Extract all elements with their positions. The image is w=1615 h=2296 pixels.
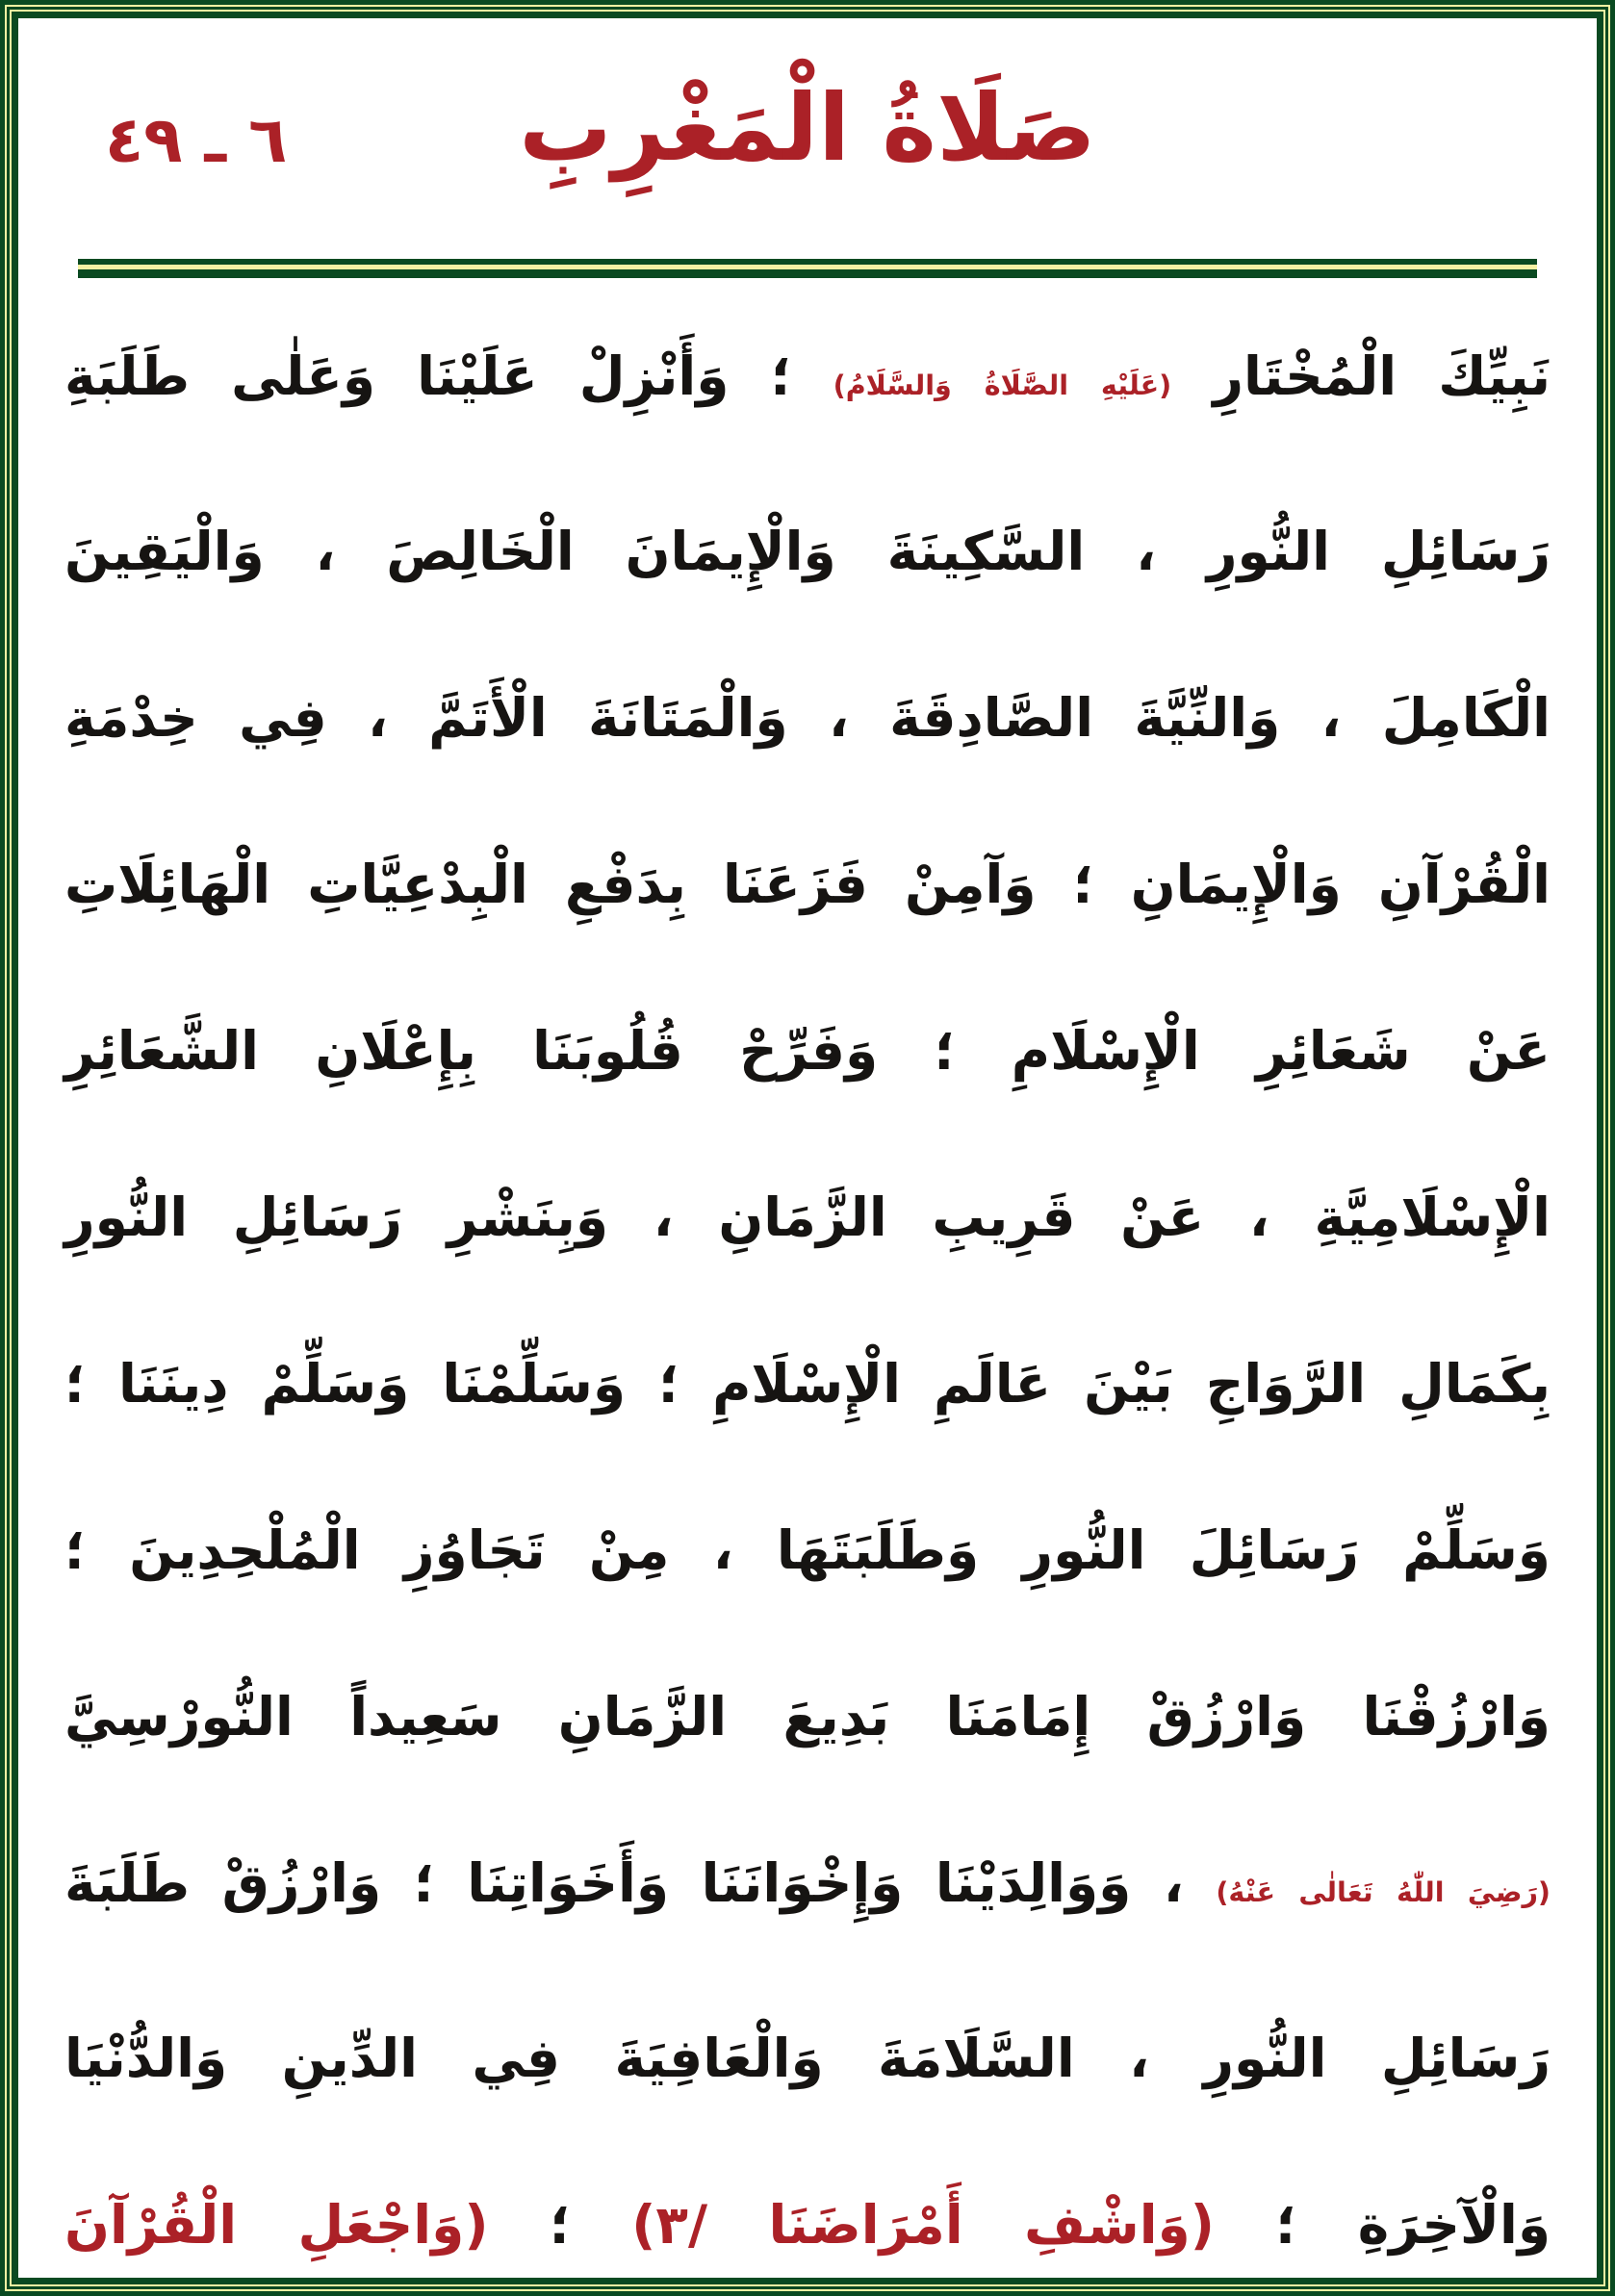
text-segment: الْإِسْلَامِيَّةِ ، عَنْ قَرِيبِ الزَّمَانِ ، وَبِنَشْرِ رَسَائِلِ النُّورِ: [64, 1186, 1551, 1248]
prayer-text: [64, 293, 1551, 2296]
text-segment: وَارْزُقْنَا وَارْزُقْ إِمَامَنَا بَدِيعَ الزَّمَانِ سَعِيداً النُّورْسِيَّ: [64, 1686, 1551, 1748]
text-segment: وَسَلِّمْ رَسَائِلَ النُّورِ وَطَلَبَتَهَا ، مِنْ تَجَاوُزِ الْمُلْحِدِينَ ؛: [64, 1519, 1551, 1581]
page-number: ٦ ـ ٤٩: [105, 103, 288, 177]
red-text-segment: (وَاشْفِ أَمْرَاضَنَا /٣): [631, 2194, 1215, 2256]
page-header: [64, 38, 1551, 245]
body-line: [64, 635, 1551, 802]
body-line: [64, 1301, 1551, 1467]
blessing-seal: (عَلَيْهِ الصَّلَاةُ وَالسَّلَامُ): [833, 369, 1172, 401]
text-segment: رَسَائِلِ النُّورِ ، السَّكِينَةَ وَالْإِيمَانَ الْخَالِصَ ، وَالْيَقِينَ: [64, 521, 1551, 582]
page-content: [18, 18, 1597, 2278]
page-title: صَلَاةُ الْمَغْرِبِ: [519, 74, 1096, 182]
body-line: [64, 2142, 1551, 2296]
text-segment: ، وَوَالِدَيْنَا وَإِخْوَانَنَا وَأَخَوَاتِنَا ؛ وَارْزُقْ طَلَبَةَ: [64, 1852, 1217, 1914]
body-line: [64, 1800, 1551, 1976]
text-segment: ؛ وَأَنْزِلْ عَلَيْنَا وَعَلٰى طَلَبَةِ: [64, 345, 833, 407]
text-segment: وَالْآخِرَةِ ؛: [1214, 2194, 1551, 2256]
body-line: [64, 968, 1551, 1135]
text-segment: رَسَائِلِ النُّورِ ، السَّلَامَةَ وَالْعَافِيَةَ فِي الدِّينِ وَالدُّنْيَا: [64, 2028, 1551, 2089]
body-line: [64, 1976, 1551, 2142]
body-line: [64, 1467, 1551, 1634]
red-text-segment: (وَاجْعَلِ الْقُرْآنَ: [64, 2194, 489, 2256]
body-line: [64, 802, 1551, 968]
header-divider: [78, 259, 1537, 278]
text-segment: بِكَمَالِ الرَّوَاجِ بَيْنَ عَالَمِ الْإِسْلَامِ ؛ وَسَلِّمْنَا وَسَلِّمْ دِينَنَا ؛: [64, 1353, 1551, 1415]
blessing-seal: (رَضِيَ اللّٰهُ تَعَالٰى عَنْهُ): [1216, 1875, 1551, 1908]
text-segment: نَبِيِّكَ الْمُخْتَارِ: [1171, 345, 1551, 407]
body-line: [64, 1634, 1551, 1800]
text-segment: الْقُرْآنِ وَالْإِيمَانِ ؛ وَآمِنْ فَزَعَنَا بِدَفْعِ الْبِدْعِيَّاتِ الْهَائِلَاتِ: [64, 854, 1551, 915]
body-line: [64, 1135, 1551, 1301]
text-segment: الْكَامِلَ ، وَالنِّيَّةَ الصَّادِقَةَ ، وَالْمَتَانَةَ الْأَتَمَّ ، فِي خِدْمَةِ: [64, 687, 1551, 749]
body-line: [64, 293, 1551, 469]
text-segment: عَنْ شَعَائِرِ الْإِسْلَامِ ؛ وَفَرِّحْ قُلُوبَنَا بِإِعْلَانِ الشَّعَائِرِ: [64, 1020, 1551, 1082]
text-segment: ؛: [488, 2194, 632, 2256]
body-line: [64, 469, 1551, 635]
